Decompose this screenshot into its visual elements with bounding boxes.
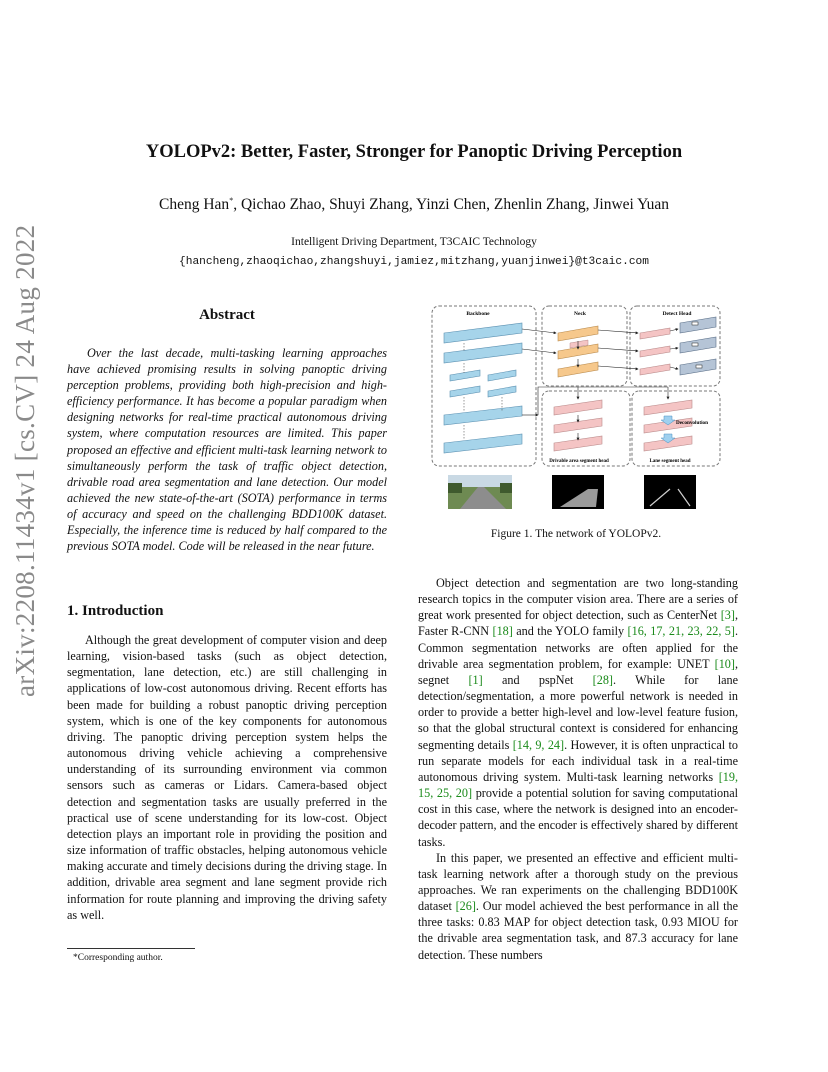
lane-output [644, 475, 696, 509]
intro-paragraph: Although the great development of computer vision and deep learning, vision-based tasks (such as object detection, segmentation, lane detection, etc.) are still challenging in applications of low-cost autonomous driving. Recent efforts has been made for building a robust panoptic driving perception system, which is one of the key components for autonomous driving. The panoptic driving perception system helps the autonomous driving vehicle achieving a comprehensive understanding of its surrounding environment via common sensors such as cameras or Lidars. Camera-based object detection and segmentation tasks are usually preferred in the practical use of scene understanding for its low-cost. Object detection plays an important role in providing the position and size information of traffic obstacles, helping autonomous vehicle making accurate and timely decisions during the driving stage. In addition, drivable area segment and lane segment provide rich information for route planning and improving the driving safety as well. [67, 633, 387, 922]
backbone-layer [450, 370, 480, 381]
citation-link[interactable]: [16, 17, 21, 23, 22, 5] [627, 624, 735, 639]
drivable-area-output [552, 475, 604, 509]
backbone-layer [450, 386, 480, 397]
text-run: , segnet [418, 656, 738, 687]
section-heading-introduction: 1. Introduction [67, 603, 164, 619]
abstract-text: Over the last decade, multi-tasking learning approaches have achieved promising results in solving panoptic driving perception problems, providing both high-precision and high-efficiency performance. It has become a popular paradigm when designing networks for real-time practical autonomous driving system, where computation resources are limited. This paper proposed an effective and efficient multi-task learning network to simultaneously perform the task of traffic object detection, drivable road area segmentation and lane detection. Our model achieved the new state-of-the-art (SOTA) performance in terms of accuracy and speed on the challenging BDD100K dataset. Especially, the inference time is reduced by half compared to the previous SOTA model. Code will be released in the near future. [67, 346, 387, 554]
backbone-label: Backbone [466, 311, 490, 317]
text-run: and the YOLO family [512, 624, 628, 639]
citation-link[interactable]: [1] [468, 672, 483, 687]
backbone-layer [488, 370, 516, 381]
citation-link[interactable]: [3] [720, 608, 735, 623]
citation-link[interactable]: [19, 15, 25, 20] [418, 769, 738, 801]
first-author: Cheng Han [159, 196, 230, 214]
arxiv-identifier: arXiv:2208.11434v1 [cs.CV] 24 Aug 2022 [10, 224, 40, 697]
affiliation: Intelligent Driving Department, T3CAIC Technology [291, 236, 537, 248]
text-run: . However, it is often unpractical to run separate models for each individual task in a real-time autonomous driving system. Multi-task learning networks [418, 737, 738, 784]
paper-title: YOLOPv2: Better, Faster, Stronger for Panoptic Driving Perception [145, 142, 683, 162]
text-run: and pspNet [482, 672, 593, 687]
drivable-layer [554, 400, 602, 415]
network-diagram [430, 303, 722, 517]
corresponding-mark: * [229, 196, 234, 205]
lane-layer [644, 400, 692, 415]
backbone-layer [444, 343, 522, 363]
citation-link[interactable]: [28] [592, 672, 613, 687]
neck-layer [558, 326, 598, 341]
text-run: In this paper, we presented an effective and efficient multi-task learning network after a thorough study on the previous approaches. We ran experiments on the challenging BDD100K dataset [418, 850, 738, 914]
backbone-layer [444, 434, 522, 453]
lane-head-label: Lane segment head [649, 459, 691, 464]
citation-link[interactable]: [18] [492, 624, 513, 639]
detect-head-label: Detect Head [662, 311, 692, 317]
footnote: *Corresponding author. [73, 953, 163, 963]
right-paragraph-2 [418, 850, 738, 963]
other-authors: , Qichao Zhao, Shuyi Zhang, Yinzi Chen, Zhenlin Zhang, Jinwei Yuan [233, 196, 669, 214]
author-list [0, 196, 828, 214]
text-run: . While for lane detection/segmentation, a more powerful network is needed in order to provide a better high-level and low-level feature fusion, so that the global structural context is considered for enhancing segmenting details [418, 672, 738, 752]
introduction-body [67, 632, 387, 923]
neck-box [542, 306, 627, 386]
neck-label: Neck [574, 311, 586, 317]
text-run: , Faster R-CNN [418, 608, 738, 639]
text-run: provide a potential solution for saving computational cost in this case, where the network is designed into an encoder-decoder pattern, and the encoder is effectively shared by different tasks. [418, 786, 738, 849]
backbone-layer [444, 406, 522, 425]
text-run: Object detection and segmentation are two long-standing research topics in the computer vision area. There are a series of great work presented for object detection, such as CenterNet [418, 576, 738, 623]
deconvolution-label: Deconvolution [676, 420, 708, 426]
right-column-body [418, 575, 738, 963]
citation-link[interactable]: [14, 9, 24] [512, 737, 565, 752]
input-image [448, 475, 512, 509]
author-emails: {hancheng,zhaoqichao,zhangshuyi,jamiez,mitzhang,yuanjinwei}@t3caic.com [179, 256, 649, 268]
text-run: . Common segmentation networks are often applied for the drivable area segmentation problem, for example: UNET [418, 624, 738, 671]
text-run: . Our model achieved the best performance in all the three tasks: 0.83 MAP for object detection task, 0.93 MIOU for the drivable area segmentation task, and 87.3 accuracy for lane detection. These numbers [418, 899, 739, 962]
footnote-divider [67, 948, 195, 949]
network-figure [430, 303, 722, 517]
citation-link[interactable]: [26] [455, 899, 476, 914]
detect-layer [640, 364, 670, 375]
right-paragraph-1 [418, 575, 738, 850]
figure-caption: Figure 1. The network of YOLOPv2. [490, 528, 662, 540]
detect-layer [640, 346, 670, 357]
abstract-heading: Abstract [199, 307, 255, 323]
citation-link[interactable]: [10] [714, 656, 735, 671]
detect-layer [640, 328, 670, 339]
drivable-head-label: Drivable area segment head [549, 459, 609, 464]
backbone-layer [444, 323, 522, 343]
backbone-layer [488, 386, 516, 397]
